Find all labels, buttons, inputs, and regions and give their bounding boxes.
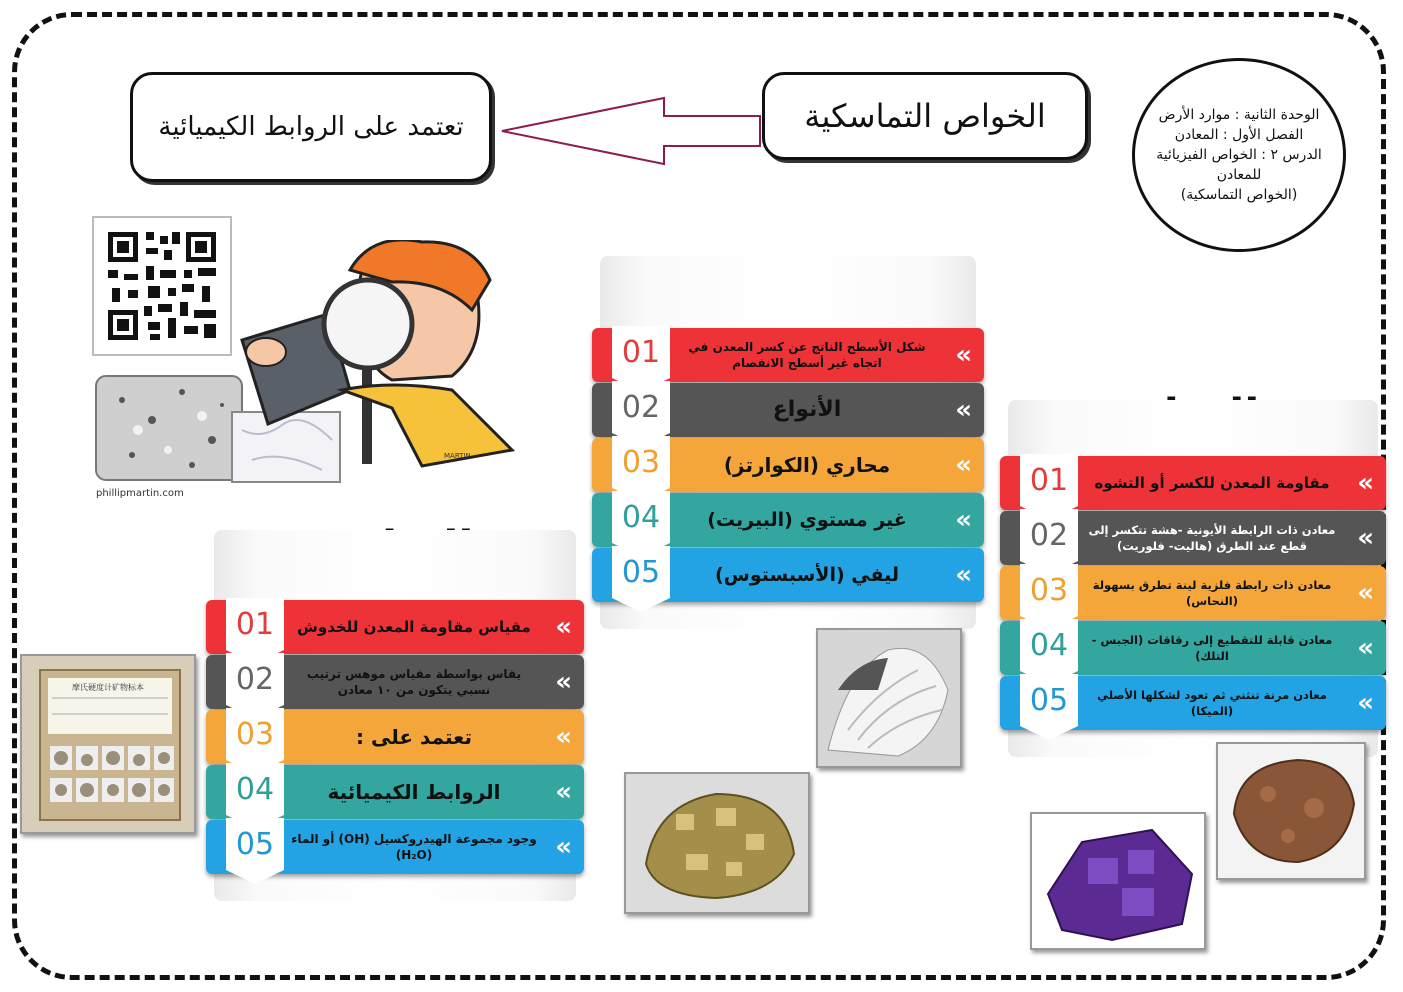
- item-text: تعتمد على :: [356, 725, 472, 749]
- item-number: 04: [226, 763, 284, 815]
- item-number: 01: [1020, 454, 1078, 506]
- item-text: معادن ذات رابطة فلزية لينة تطرق بسهولة (النحاس): [1092, 578, 1332, 608]
- item-number: 04: [1020, 619, 1078, 671]
- item-text: معادن ذات الرابطة الأيونية -هشة تتكسر إلى قطع عند الطرق (هاليت- فلوريت): [1088, 523, 1336, 553]
- hardness-item-3: [206, 710, 584, 764]
- fracture-item-2: [592, 383, 984, 437]
- item-number: 03: [1020, 564, 1078, 616]
- fracture-item-1: [592, 328, 984, 382]
- tenacity-item-2: [1000, 511, 1386, 565]
- fracture-item-4: [592, 493, 984, 547]
- double-chevron-icon: «: [555, 722, 572, 752]
- fracture-item-3: [592, 438, 984, 492]
- lesson-unit: الوحدة الثانية : موارد الأرض: [1158, 107, 1320, 123]
- item-text: الروابط الكيميائية: [327, 780, 501, 804]
- item-text: وجود مجموعة الهيدروكسيل (OH) أو الماء (H₂O): [291, 832, 537, 862]
- tenacity-list: [1000, 456, 1386, 731]
- asbestos-photo: [816, 628, 962, 768]
- lesson-subject: للمعادن: [1216, 167, 1262, 183]
- double-chevron-icon: «: [555, 667, 572, 697]
- item-number: 03: [226, 708, 284, 760]
- fracture-list: [592, 328, 984, 603]
- tenacity-item-1: [1000, 456, 1386, 510]
- lesson-number: الدرس ٢ : الخواص الفيزيائية: [1156, 147, 1322, 163]
- double-chevron-icon: «: [955, 505, 972, 535]
- item-text: معادن قابلة للتقطيع إلى رقاقات (الجبس - التلك): [1091, 633, 1333, 663]
- item-text: الأنواع: [772, 397, 842, 422]
- left-arrow-icon: [500, 96, 762, 166]
- lesson-info-circle: [1132, 58, 1346, 252]
- double-chevron-icon: «: [555, 832, 572, 862]
- tenacity-item-4: [1000, 621, 1386, 675]
- item-text: يقاس بواسطة مقياس موهس ترتيب نسبي يتكون من ١٠ معادن: [306, 667, 522, 697]
- hardness-item-5: [206, 820, 584, 874]
- double-chevron-icon: «: [1357, 633, 1374, 663]
- lesson-chapter: الفصل الأول : المعادن: [1174, 127, 1304, 143]
- item-text: محاري (الكوارتز): [723, 453, 891, 477]
- hardness-list: [206, 600, 584, 875]
- item-number: 05: [1020, 674, 1078, 726]
- item-number: 01: [612, 326, 670, 378]
- double-chevron-icon: «: [1357, 523, 1374, 553]
- page-title: الخواص التماسكية: [804, 97, 1046, 135]
- item-number: 02: [226, 653, 284, 705]
- item-text: ليفي (الأسبستوس): [714, 564, 900, 586]
- mohs-kit-photo: [20, 654, 196, 834]
- item-number: 03: [612, 436, 670, 488]
- item-number: 05: [612, 546, 670, 598]
- tenacity-item-3: [1000, 566, 1386, 620]
- item-text: معادن مرنة تنثني ثم تعود لشكلها الأصلي (الميكا): [1097, 688, 1327, 718]
- item-number: 05: [226, 818, 284, 870]
- illustration-signature: MARTIN: [444, 452, 471, 460]
- fluorite-photo: [1030, 812, 1206, 950]
- item-number: 02: [1020, 509, 1078, 561]
- hardness-item-1: [206, 600, 584, 654]
- depends-text: تعتمد على الروابط الكيميائية: [158, 112, 464, 142]
- item-text: غير مستوي (البيريت): [707, 509, 907, 531]
- double-chevron-icon: «: [1357, 688, 1374, 718]
- fracture-item-5: [592, 548, 984, 602]
- title-box: [762, 72, 1088, 160]
- copper-photo: [1216, 742, 1366, 880]
- double-chevron-icon: «: [555, 777, 572, 807]
- double-chevron-icon: «: [555, 612, 572, 642]
- hardness-item-4: [206, 765, 584, 819]
- item-number: 01: [226, 598, 284, 650]
- item-text: مقياس مقاومة المعدن للخدوش: [297, 618, 531, 636]
- lesson-topic: (الخواص التماسكية): [1180, 187, 1298, 203]
- double-chevron-icon: «: [955, 560, 972, 590]
- double-chevron-icon: «: [1357, 468, 1374, 498]
- item-text: شكل الأسطح الناتج عن كسر المعدن في اتجاه غير أسطح الانفصام: [688, 340, 926, 370]
- item-number: 02: [612, 381, 670, 433]
- tenacity-item-5: [1000, 676, 1386, 730]
- item-text: مقاومة المعدن للكسر أو التشوه: [1094, 474, 1330, 492]
- pyrite-photo: [624, 772, 810, 914]
- double-chevron-icon: «: [955, 395, 972, 425]
- kit-label: 摩氏硬度计矿物标本: [72, 683, 144, 692]
- hardness-item-2: [206, 655, 584, 709]
- double-chevron-icon: «: [955, 340, 972, 370]
- item-number: 04: [612, 491, 670, 543]
- illustration-credit: phillipmartin.com: [96, 488, 184, 499]
- double-chevron-icon: «: [955, 450, 972, 480]
- geologist-illustration: [92, 240, 532, 500]
- double-chevron-icon: «: [1357, 578, 1374, 608]
- depends-box: [130, 72, 492, 182]
